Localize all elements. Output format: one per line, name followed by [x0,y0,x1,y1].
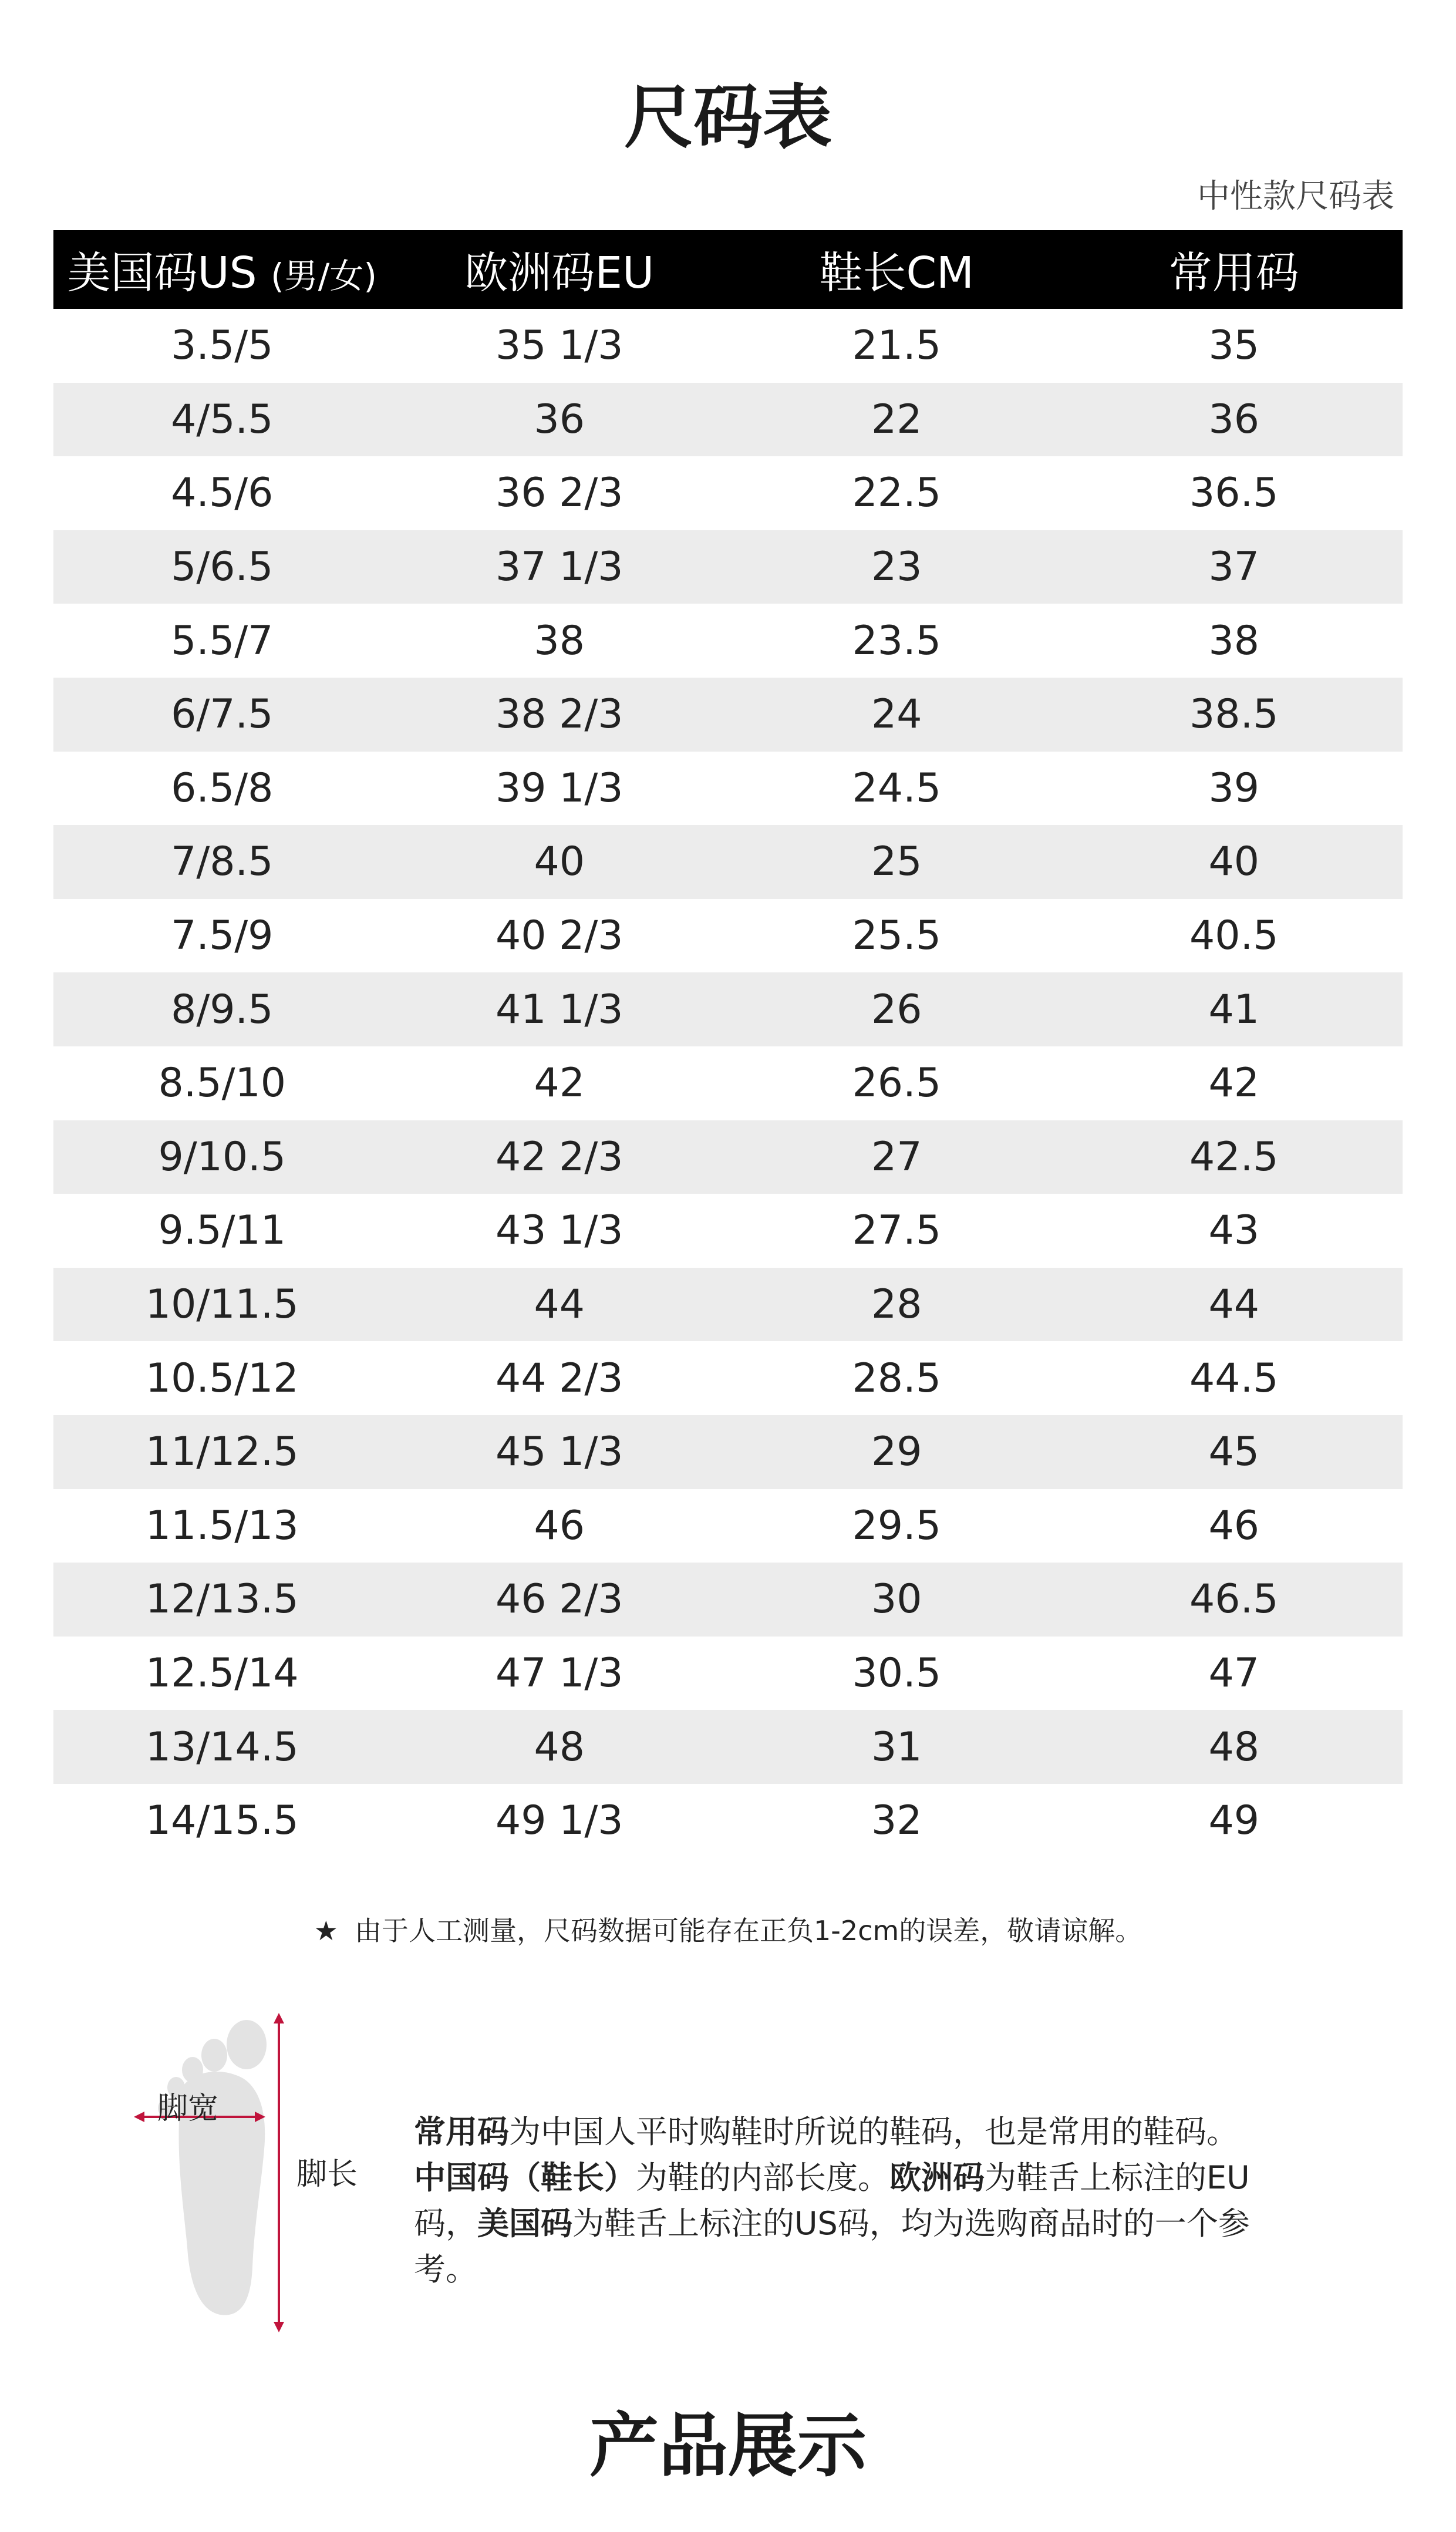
table-header-row [53,230,1403,309]
cell-us: 5/6.5 [53,530,391,604]
page-title: 尺码表 [623,77,832,158]
table-row [53,678,1403,752]
table-row [53,1120,1403,1194]
cell-eu: 47 1/3 [495,1649,623,1696]
table-row [53,1415,1403,1489]
cell-common: 38.5 [1066,678,1403,752]
cell-us: 10.5/12 [145,1355,299,1402]
cell-cm: 22.5 [852,470,941,517]
cell-cm: 31 [728,1710,1066,1784]
cell-us: 5.5/7 [171,617,274,664]
header-us-sub: (男/女) [271,256,377,296]
table-row [53,604,1403,678]
cell-common: 42.5 [1066,1120,1403,1194]
cell-us: 8.5/10 [158,1060,287,1107]
size-table [53,230,1403,1857]
table-row [53,1637,1403,1711]
header-eu: 欧洲码EU [391,230,729,309]
cell-cm: 25 [728,825,1066,899]
explain-us-term: 美国码 [477,2205,572,2242]
cell-us: 8/9.5 [53,972,391,1046]
table-row [53,530,1403,604]
cell-common: 37 [1066,530,1403,604]
explain-eu-term: 欧洲码 [889,2159,985,2196]
cell-cm: 24.5 [852,765,941,812]
table-row [53,1268,1403,1342]
cell-us: 6.5/8 [171,765,274,812]
cell-cm: 23.5 [852,617,941,664]
table-row [53,825,1403,899]
cell-eu: 49 1/3 [495,1797,623,1844]
cell-common: 38 [1208,617,1260,664]
cell-common: 42 [1208,1060,1260,1107]
foot-length-arrow [274,2013,284,2332]
explain-china-text: 为鞋的内部长度。 [636,2159,889,2196]
cell-eu: 40 2/3 [495,913,623,959]
cell-common: 35 [1208,322,1260,369]
cell-eu: 42 [534,1060,585,1107]
cell-common: 36.5 [1189,470,1279,517]
cell-eu: 46 [534,1502,585,1549]
explain-common-text: 为中国人平时购鞋时所说的鞋码，也是常用的鞋码。 [509,2113,1238,2150]
cell-cm: 23 [728,530,1066,604]
size-explanation [414,2109,1283,2292]
cell-us: 6/7.5 [53,678,391,752]
table-row [53,752,1403,826]
cell-common: 40 [1066,825,1403,899]
table-row [53,1489,1403,1563]
cell-common: 45 [1066,1415,1403,1489]
table-row [53,899,1403,973]
foot-width-label: 脚宽 [157,2091,219,2126]
cell-eu: 40 [391,825,729,899]
table-row [53,383,1403,457]
cell-cm: 25.5 [852,913,941,959]
cell-eu: 35 1/3 [495,322,623,369]
cell-cm: 29 [728,1415,1066,1489]
cell-us: 13/14.5 [53,1710,391,1784]
cell-cm: 22 [728,383,1066,457]
cell-common: 43 [1208,1207,1260,1254]
cell-eu: 45 1/3 [391,1415,729,1489]
cell-cm: 28 [728,1268,1066,1342]
cell-eu: 44 [391,1268,729,1342]
cell-us: 12.5/14 [145,1649,299,1696]
cell-us: 11.5/13 [145,1502,299,1549]
cell-common: 39 [1208,765,1260,812]
cell-eu: 46 2/3 [391,1563,729,1637]
table-row [53,456,1403,530]
cell-common: 49 [1208,1797,1260,1844]
header-cm: 鞋长CM [728,230,1066,309]
cell-common: 36 [1066,383,1403,457]
cell-us: 11/12.5 [53,1415,391,1489]
cell-us: 7/8.5 [53,825,391,899]
table-row [53,1784,1403,1858]
cell-eu: 36 2/3 [495,470,623,517]
explain-us-text: 为鞋舌上标注的US码，均为选购商品时的一个参考。 [414,2205,1250,2288]
cell-common: 48 [1066,1710,1403,1784]
cell-cm: 30.5 [852,1649,941,1696]
foot-length-label: 脚长 [296,2157,358,2192]
cell-common: 47 [1208,1649,1260,1696]
cell-eu: 48 [391,1710,729,1784]
cell-eu: 36 [391,383,729,457]
table-row [53,1710,1403,1784]
measurement-note [0,1910,1456,1948]
table-row [53,1046,1403,1120]
cell-us: 4/5.5 [53,383,391,457]
cell-us: 4.5/6 [171,470,274,517]
cell-cm: 28.5 [852,1355,941,1402]
cell-us: 10/11.5 [53,1268,391,1342]
cell-eu: 39 1/3 [495,765,623,812]
cell-cm: 26.5 [852,1060,941,1107]
cell-common: 46 [1208,1502,1260,1549]
cell-eu: 37 1/3 [391,530,729,604]
foot-outline-icon [158,2020,267,2315]
cell-us: 9.5/11 [158,1207,287,1254]
cell-us: 9/10.5 [53,1120,391,1194]
cell-common: 41 [1066,972,1403,1046]
product-display-title: 产品展示 [589,2405,867,2486]
cell-cm: 27.5 [852,1207,941,1254]
cell-cm: 32 [871,1797,922,1844]
cell-cm: 30 [728,1563,1066,1637]
cell-eu: 44 2/3 [495,1355,623,1402]
cell-eu: 41 1/3 [391,972,729,1046]
cell-eu: 43 1/3 [495,1207,623,1254]
table-row [53,1563,1403,1637]
table-row [53,972,1403,1046]
cell-us: 12/13.5 [53,1563,391,1637]
explain-eu-text: 为鞋舌上标注的EU码， [414,2159,1250,2242]
table-row [53,1194,1403,1268]
cell-eu: 42 2/3 [391,1120,729,1194]
cell-common: 40.5 [1189,913,1279,959]
header-common: 常用码 [1066,230,1403,309]
cell-us: 3.5/5 [171,322,274,369]
table-row [53,309,1403,383]
cell-us: 7.5/9 [171,913,274,959]
table-subtitle: 中性款尺码表 [1197,177,1394,216]
table-row [53,1341,1403,1415]
header-us: 美国码US (男/女) [53,230,391,309]
cell-cm: 27 [728,1120,1066,1194]
star-icon: ★ [314,1915,338,1947]
note-text: 由于人工测量，尺码数据可能存在正负1-2cm的误差，敬请谅解。 [355,1915,1142,1947]
cell-eu: 38 2/3 [391,678,729,752]
cell-eu: 38 [534,617,585,664]
cell-cm: 29.5 [852,1502,941,1549]
cell-cm: 24 [728,678,1066,752]
cell-common: 44.5 [1189,1355,1279,1402]
table-body [53,309,1403,1857]
explain-common-term: 常用码 [414,2113,509,2150]
explain-china-term: 中国码（鞋长） [414,2159,636,2196]
cell-common: 44 [1066,1268,1403,1342]
cell-common: 46.5 [1066,1563,1403,1637]
cell-cm: 26 [728,972,1066,1046]
cell-us: 14/15.5 [145,1797,299,1844]
cell-cm: 21.5 [852,322,941,369]
